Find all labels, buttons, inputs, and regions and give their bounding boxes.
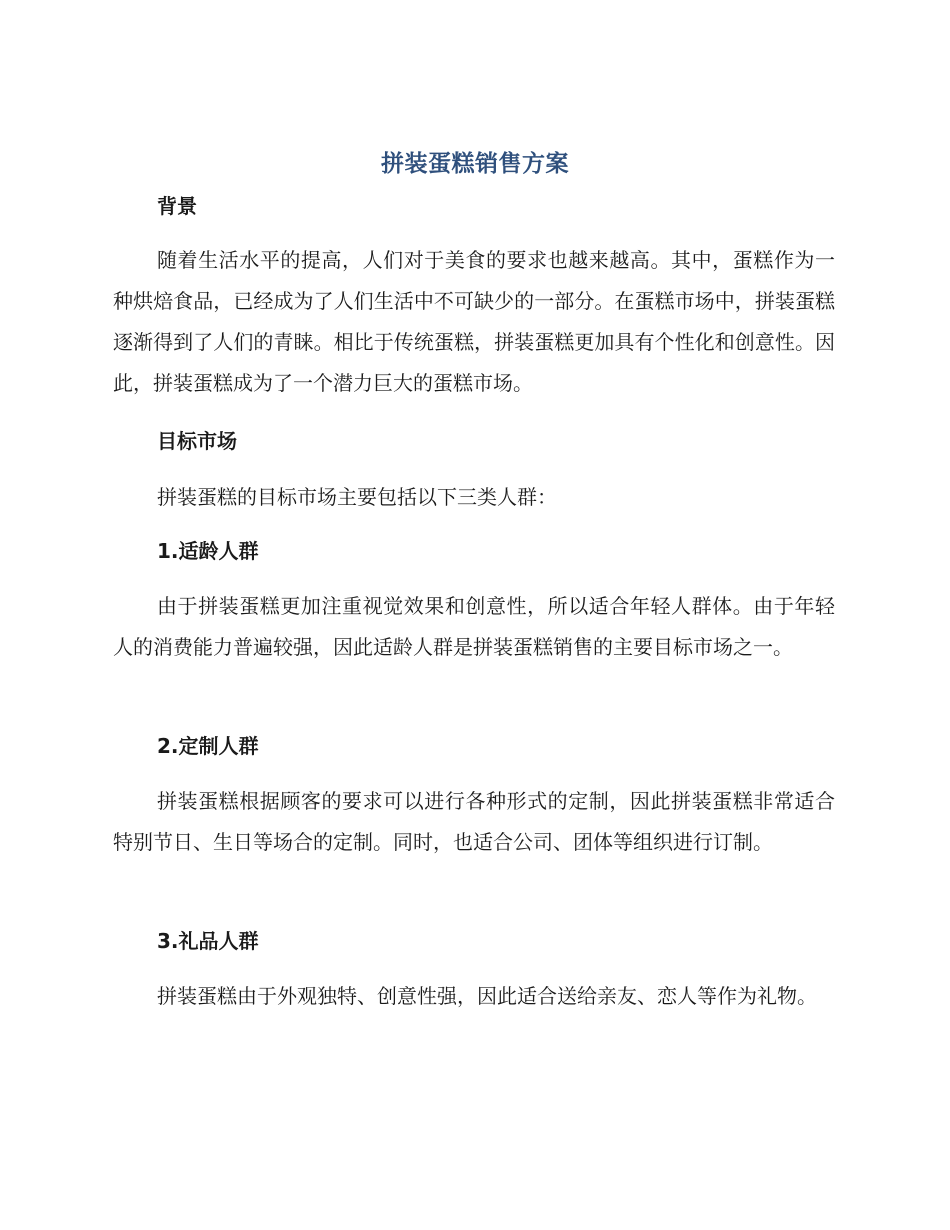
group-2-paragraph: 拼装蛋糕根据顾客的要求可以进行各种形式的定制，因此拼装蛋糕非常适合特别节日、生日等场合的定制。同时，也适合公司、团体等组织进行订制。 xyxy=(113,789,835,854)
section-heading-target-market: 目标市场 xyxy=(157,429,237,453)
subheading-group-3: 3.礼品人群 xyxy=(157,929,259,953)
background-paragraph: 随着生活水平的提高，人们对于美食的要求也越来越高。其中，蛋糕作为一种烘焙食品，已经成为了人们生活中不可缺少的一部分。在蛋糕市场中，拼装蛋糕逐渐得到了人们的青睐。相比于传统蛋糕，拼装蛋糕更加具有个性化和创意性。因此，拼装蛋糕成为了一个潜力巨大的蛋糕市场。 xyxy=(113,248,835,395)
section-heading-background: 背景 xyxy=(157,194,197,218)
target-market-intro: 拼装蛋糕的目标市场主要包括以下三类人群： xyxy=(157,485,557,509)
group-1-paragraph: 由于拼装蛋糕更加注重视觉效果和创意性，所以适合年轻人群体。由于年轻人的消费能力普遍较强，因此适龄人群是拼装蛋糕销售的主要目标市场之一。 xyxy=(113,594,835,659)
group-3-paragraph: 拼装蛋糕由于外观独特、创意性强，因此适合送给亲友、恋人等作为礼物。 xyxy=(157,984,817,1008)
document-title: 拼装蛋糕销售方案 xyxy=(381,151,569,177)
subheading-group-2: 2.定制人群 xyxy=(157,734,259,758)
subheading-group-1: 1.适龄人群 xyxy=(157,539,259,563)
